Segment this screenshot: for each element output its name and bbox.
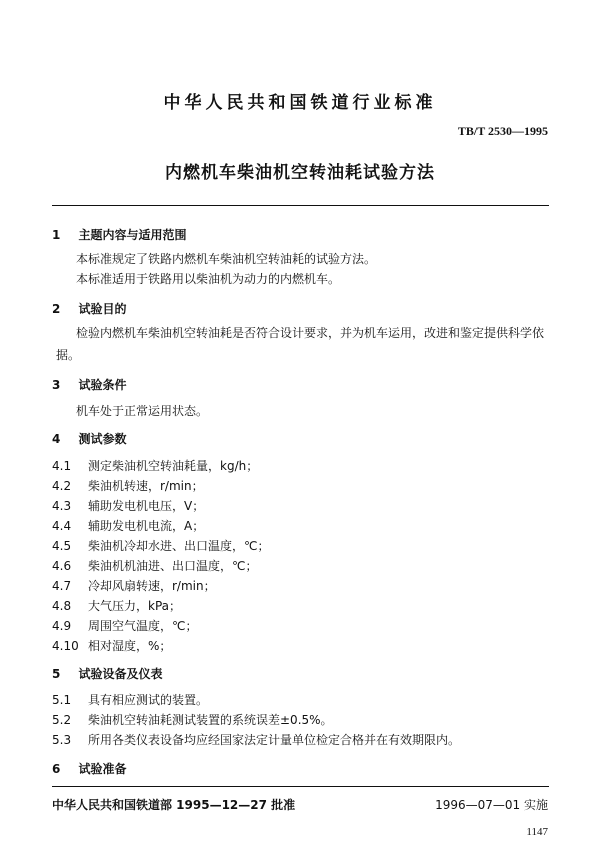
item-text: 柴油机冷却水进、出口温度，℃； <box>88 539 270 553</box>
item-text: 相对湿度，%； <box>88 639 172 653</box>
item-text: 辅助发电机电压，V； <box>88 499 205 513</box>
item-number: 5.2 <box>52 713 72 727</box>
item-number: 4.6 <box>52 559 72 573</box>
section-2-heading <box>52 300 127 317</box>
implementation-date: 1996—07—01 实施 <box>435 798 548 812</box>
list-item <box>52 557 257 574</box>
item-number: 4.8 <box>52 599 72 613</box>
title-divider <box>52 205 549 206</box>
section-title: 主题内容与适用范围 <box>78 228 187 242</box>
item-text: 所用各类仪表设备均应经国家法定计量单位检定合格并在有效期限内。 <box>88 733 461 747</box>
item-text: 冷却风扇转速，r/min； <box>88 579 216 593</box>
section-number: 3 <box>52 378 61 392</box>
item-number: 4.4 <box>52 519 72 533</box>
item-text: 测定柴油机空转油耗量，kg/h； <box>88 459 259 473</box>
item-number: 4.1 <box>52 459 72 473</box>
section-number: 6 <box>52 762 61 776</box>
section-number: 1 <box>52 228 61 242</box>
paragraph: 本标准规定了铁路内燃机车柴油机空转油耗的试验方法。 <box>76 252 377 266</box>
paragraph: 本标准适用于铁路用以柴油机为动力的内燃机车。 <box>76 272 341 286</box>
document-title: 内燃机车柴油机空转油耗试验方法 <box>165 163 435 183</box>
section-6-heading <box>52 760 127 777</box>
item-number: 4.10 <box>52 639 79 653</box>
list-item <box>52 617 197 634</box>
section-5-heading <box>52 665 163 682</box>
section-title: 试验目的 <box>78 302 127 316</box>
list-item <box>52 691 208 708</box>
section-title: 测试参数 <box>78 432 127 446</box>
item-text: 具有相应测试的装置。 <box>88 693 209 707</box>
item-number: 4.5 <box>52 539 72 553</box>
list-item <box>52 711 333 728</box>
item-number: 4.7 <box>52 579 72 593</box>
section-number: 4 <box>52 432 61 446</box>
paragraph: 据。 <box>56 348 81 362</box>
paragraph: 机车处于正常运用状态。 <box>76 404 209 418</box>
section-number: 5 <box>52 667 61 681</box>
item-number: 5.3 <box>52 733 72 747</box>
section-3-heading <box>52 376 127 393</box>
list-item <box>52 517 204 534</box>
item-number: 5.1 <box>52 693 72 707</box>
list-item <box>52 497 204 514</box>
agency-title: 中华人民共和国铁道行业标准 <box>163 93 437 113</box>
list-item <box>52 597 181 614</box>
item-text: 大气压力，kPa； <box>88 599 182 613</box>
item-number: 4.2 <box>52 479 72 493</box>
item-number: 4.9 <box>52 619 72 633</box>
list-item <box>52 637 171 654</box>
approval-statement: 中华人民共和国铁道部 1995—12—27 批准 <box>52 798 296 812</box>
section-title: 试验条件 <box>78 378 127 392</box>
section-number: 2 <box>52 302 61 316</box>
standard-number: TB/T 2530—1995 <box>457 124 548 138</box>
list-item <box>52 537 269 554</box>
page-number: 1147 <box>526 826 548 838</box>
item-text: 柴油机机油进、出口温度，℃； <box>88 559 258 573</box>
item-number: 4.3 <box>52 499 72 513</box>
item-text: 柴油机空转油耗测试装置的系统误差±0.5%。 <box>88 713 333 727</box>
list-item <box>52 477 204 494</box>
item-text: 周围空气温度，℃； <box>88 619 198 633</box>
list-item <box>52 731 460 748</box>
section-title: 试验准备 <box>78 762 127 776</box>
footer-divider <box>52 786 549 787</box>
item-text: 辅助发电机电流，A； <box>88 519 205 533</box>
item-text: 柴油机转速，r/min； <box>88 479 204 493</box>
list-item <box>52 577 216 594</box>
section-1-heading <box>52 226 187 243</box>
paragraph: 检验内燃机车柴油机空转油耗是否符合设计要求，并为机车运用，改进和鉴定提供科学依 <box>76 326 545 340</box>
section-4-heading <box>52 430 127 447</box>
section-title: 试验设备及仪表 <box>78 667 163 681</box>
list-item <box>52 457 258 474</box>
